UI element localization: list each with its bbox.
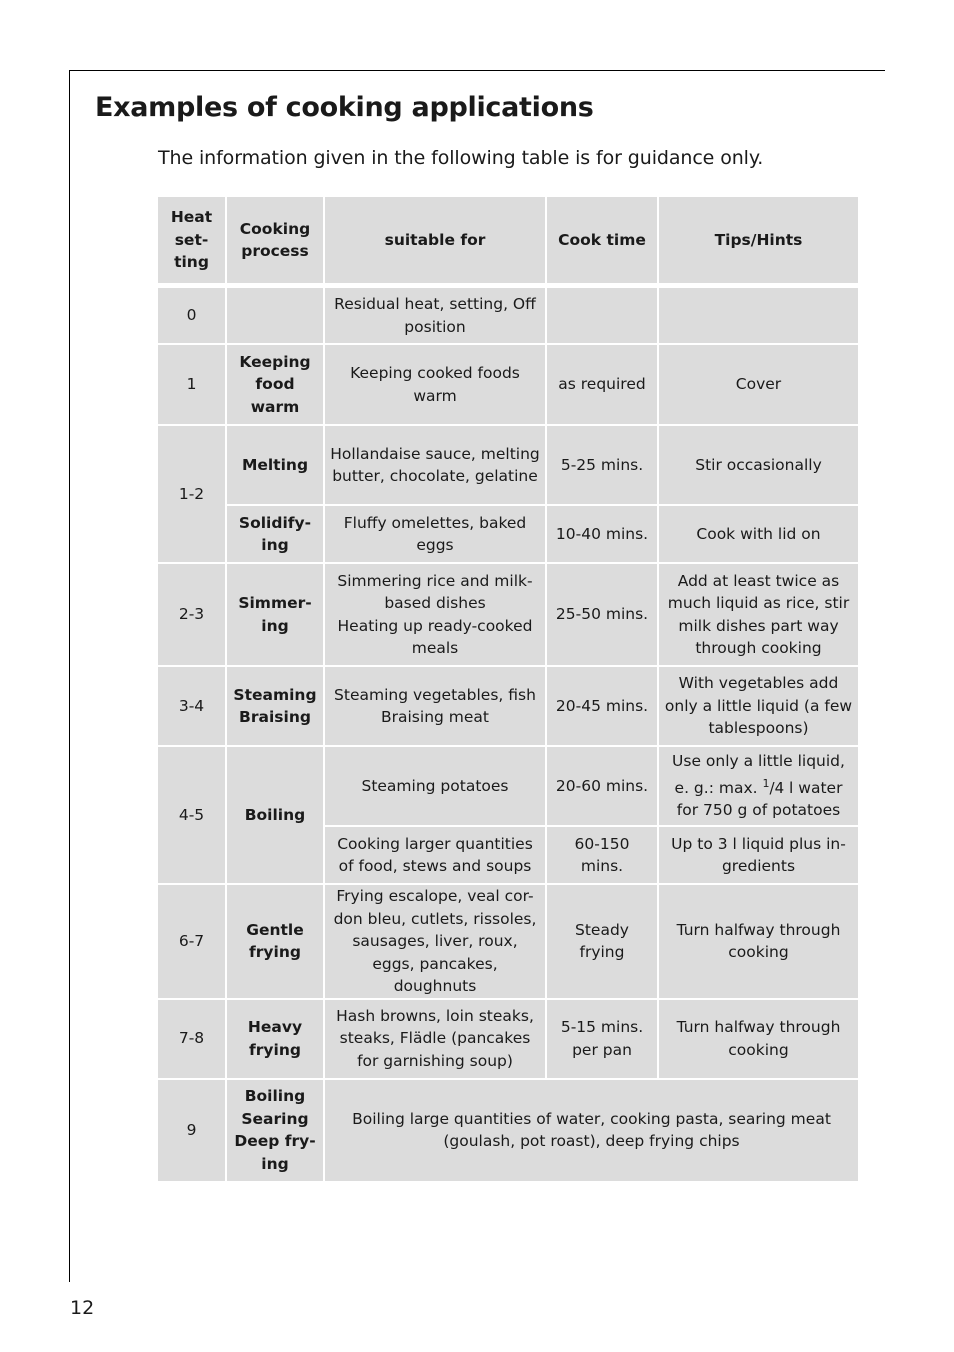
cell-process <box>227 667 323 745</box>
process-line: Deep fry- ing <box>234 1132 316 1173</box>
cell-heat: 1 <box>158 345 225 424</box>
cell-time: 10-40 mins. <box>547 506 657 562</box>
header-cook-time: Cook time <box>547 197 657 283</box>
cell-suitable: Residual heat, setting, Off position <box>325 288 545 343</box>
table-row <box>158 1080 858 1181</box>
cell-process <box>227 1080 323 1181</box>
cell-suitable <box>325 564 545 665</box>
process-line: Searing <box>241 1109 309 1128</box>
cell-tips: Turn halfway through cooking <box>659 885 858 998</box>
cooking-table <box>156 195 860 1183</box>
table-row <box>158 885 858 998</box>
header-tips-hints: Tips/Hints <box>659 197 858 283</box>
suitable-line: Steaming vegetables, fish <box>334 685 536 704</box>
cell-suitable: Steaming potatoes <box>325 747 545 825</box>
cell-heat: 9 <box>158 1080 225 1181</box>
cell-process: Melting <box>227 426 323 504</box>
table-row <box>158 1000 858 1078</box>
table-row <box>158 564 858 665</box>
cell-process: Solidify- ing <box>227 506 323 562</box>
suitable-line: Braising meat <box>381 708 489 726</box>
header-suitable-for: suitable for <box>325 197 545 283</box>
cell-tips: Stir occasionally <box>659 426 858 504</box>
cell-process: Simmer- ing <box>227 564 323 665</box>
cell-process <box>227 288 323 343</box>
cell-heat: 1-2 <box>158 426 225 562</box>
cell-suitable: Cooking larger quantities of food, stews and soups <box>325 827 545 883</box>
cell-tips: With vegetables add only a little liquid (a few tablespoons) <box>659 667 858 745</box>
cell-suitable: Boiling large quantities of water, cooking pasta, searing meat (goulash, pot roast), deep frying chips <box>325 1080 858 1181</box>
cell-process: Heavy frying <box>227 1000 323 1078</box>
page-title: Examples of cooking applications <box>95 92 594 123</box>
cell-time <box>547 288 657 343</box>
cell-heat: 4-5 <box>158 747 225 883</box>
process-line: Boiling <box>244 1087 306 1105</box>
cell-time: 20-45 mins. <box>547 667 657 745</box>
cell-process: Boiling <box>227 747 323 883</box>
intro-text: The information given in the following table is for guidance only. <box>158 147 764 169</box>
cell-heat: 0 <box>158 288 225 343</box>
fraction-quarter: $^1$/4 <box>762 776 785 797</box>
page-number: 12 <box>70 1297 95 1319</box>
top-rule <box>69 70 885 71</box>
process-line: Braising <box>239 708 311 726</box>
table-header-row <box>158 197 858 283</box>
cell-process: Gentle frying <box>227 885 323 998</box>
tips-text: l water for 750 g of potatoes <box>676 778 843 820</box>
cell-tips <box>659 288 858 343</box>
left-rule <box>69 70 70 1282</box>
cell-tips: Turn halfway through cooking <box>659 1000 858 1078</box>
cell-time: 5-25 mins. <box>547 426 657 504</box>
table-row <box>158 345 858 424</box>
table-row <box>158 426 858 504</box>
tips-text: Use only a little liquid, e. g.: max. <box>672 752 845 797</box>
process-line: Steaming <box>233 685 317 704</box>
cell-tips: Cover <box>659 345 858 424</box>
table-row <box>158 506 858 562</box>
cell-time: 25-50 mins. <box>547 564 657 665</box>
cell-tips: Add at least twice as much liquid as rice, stir milk dishes part way through cooking <box>659 564 858 665</box>
table-row <box>158 747 858 825</box>
suitable-line: Simmering rice and milk- based dishes <box>337 571 533 612</box>
table-row <box>158 667 858 745</box>
suitable-line: Heating up ready-cooked meals <box>337 616 533 657</box>
cell-process: Keeping food warm <box>227 345 323 424</box>
cell-suitable: Hollandaise sauce, melting butter, chocolate, gelatine <box>325 426 545 504</box>
cell-time: 5-15 mins. per pan <box>547 1000 657 1078</box>
cell-heat: 7-8 <box>158 1000 225 1078</box>
cell-suitable <box>325 667 545 745</box>
table-row <box>158 288 858 343</box>
cell-time: as required <box>547 345 657 424</box>
cell-tips <box>659 747 858 825</box>
cell-tips: Up to 3 l liquid plus in- gredients <box>659 827 858 883</box>
cell-suitable: Hash browns, loin steaks, steaks, Flädle (pancakes for garnishing soup) <box>325 1000 545 1078</box>
header-heat-setting: Heat set- ting <box>158 197 225 283</box>
header-gap <box>158 285 858 286</box>
cell-time: 20-60 mins. <box>547 747 657 825</box>
cell-suitable: Keeping cooked foods warm <box>325 345 545 424</box>
cell-heat: 6-7 <box>158 885 225 998</box>
cell-suitable: Frying escalope, veal cor- don bleu, cutlets, rissoles, sausages, liver, roux, eggs, pancakes, doughnuts <box>325 885 545 998</box>
cell-heat: 3-4 <box>158 667 225 745</box>
cell-suitable: Fluffy omelettes, baked eggs <box>325 506 545 562</box>
cell-time: Steady frying <box>547 885 657 998</box>
cell-tips: Cook with lid on <box>659 506 858 562</box>
cell-time: 60-150 mins. <box>547 827 657 883</box>
cell-heat: 2-3 <box>158 564 225 665</box>
header-cooking-process: Cooking process <box>227 197 323 283</box>
